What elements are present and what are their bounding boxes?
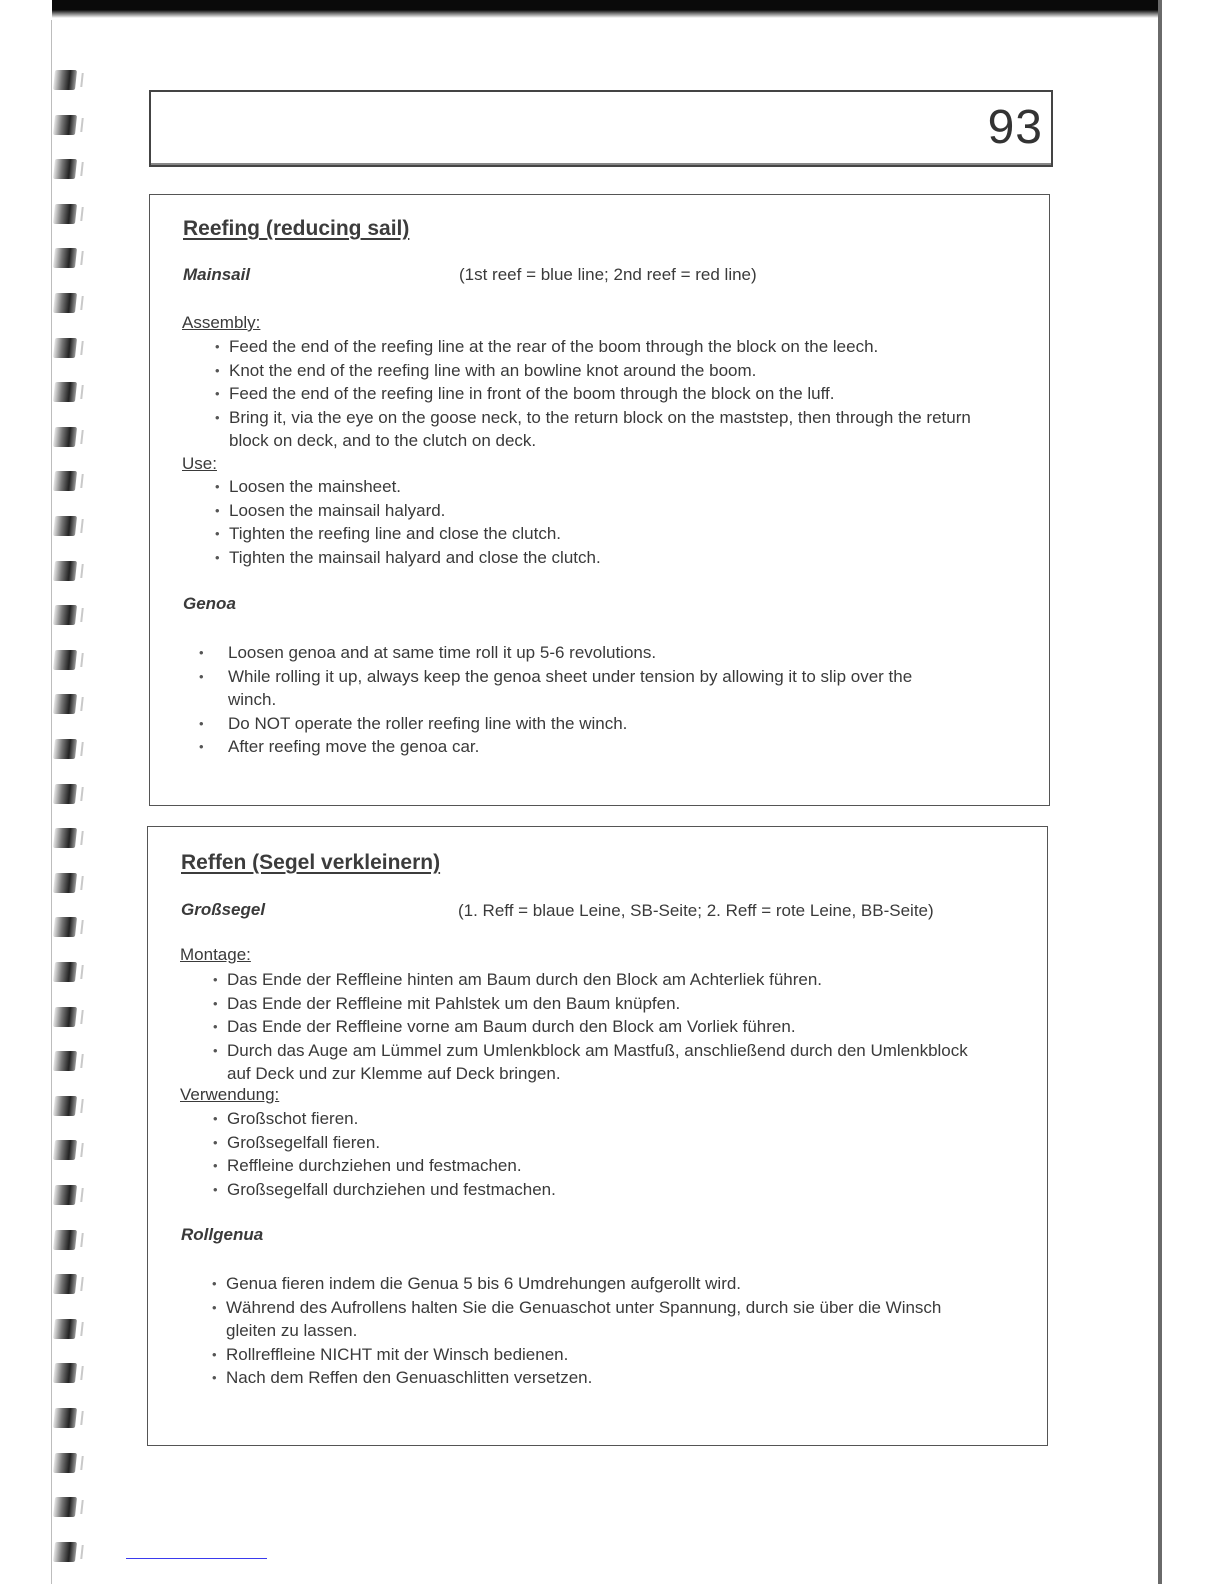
page-number: 93 (987, 101, 1043, 154)
binding-ring (53, 828, 77, 848)
list-item: • Durch das Auge am Lümmel zum Umlenkblock am Mastfuß, anschließend durch den Umlenkblock auf Deck und zur Klemme auf Deck bringen. (213, 1039, 983, 1086)
binding-ring (53, 1319, 77, 1339)
mainsail-heading: Mainsail (183, 265, 251, 284)
mainsail-heading: Großsegel (181, 900, 266, 919)
list-item: • Genua fieren indem die Genua 5 bis 6 Umdrehungen aufgerollt wird. (212, 1272, 952, 1296)
binding-ring (53, 694, 77, 714)
list-item: • After reefing move the genoa car. (198, 735, 928, 759)
binding-ring (53, 1007, 77, 1027)
scan-top-shadow (52, 0, 1162, 18)
use-label: Use: (182, 454, 217, 473)
list-item: • Das Ende der Reffleine hinten am Baum durch den Block am Achterliek führen. (213, 968, 983, 992)
binding-ring (53, 917, 77, 937)
binding-ring (53, 873, 77, 893)
binding-ring (53, 115, 77, 135)
list-item: • Das Ende der Reffleine vorne am Baum durch den Block am Vorliek führen. (213, 1015, 983, 1039)
binding-ring (53, 1274, 77, 1294)
list-item: • Feed the end of the reefing line at the rear of the boom through the block on the leech. (215, 335, 995, 359)
binding-ring (53, 1230, 77, 1250)
binding-ring (53, 338, 77, 358)
binding-ring (53, 650, 77, 670)
assembly-label: Montage: (180, 945, 251, 964)
list-item: • Während des Aufrollens halten Sie die Genuaschot unter Spannung, durch sie über die Winsch gleiten zu lassen. (212, 1296, 952, 1343)
list-item: • Loosen genoa and at same time roll it up 5-6 revolutions. (198, 641, 928, 665)
list-item: • Rollreffleine NICHT mit der Winsch bedienen. (212, 1343, 952, 1367)
page-header-box (149, 90, 1053, 167)
list-item: • Knot the end of the reefing line with an bowline knot around the boom. (215, 359, 995, 383)
binding-ring (53, 962, 77, 982)
binding-ring (53, 561, 77, 581)
binding-ring (53, 248, 77, 268)
list-item: • Das Ende der Reffleine mit Pahlstek um den Baum knüpfen. (213, 992, 983, 1016)
binding-ring (53, 293, 77, 313)
footer-underline (126, 1558, 267, 1559)
binding-ring (53, 70, 77, 90)
list-item: • Großsegelfall fieren. (213, 1131, 983, 1155)
use-list (215, 475, 995, 569)
list-item: • Großsegelfall durchziehen und festmachen. (213, 1178, 983, 1202)
reef-line-note: (1st reef = blue line; 2nd reef = red line) (459, 265, 757, 284)
binding-ring (53, 471, 77, 491)
list-item: • Feed the end of the reefing line in front of the boom through the block on the luff. (215, 382, 995, 406)
list-item: • Nach dem Reffen den Genuaschlitten versetzen. (212, 1366, 952, 1390)
list-item: • Loosen the mainsheet. (215, 475, 995, 499)
binding-ring (53, 159, 77, 179)
binding-ring (53, 1497, 77, 1517)
reef-line-note: (1. Reff = blaue Leine, SB-Seite; 2. Reff = rote Leine, BB-Seite) (458, 901, 934, 920)
assembly-label: Assembly: (182, 313, 261, 332)
genoa-list (212, 1272, 952, 1390)
binding-ring (53, 1363, 77, 1383)
binding-ring (53, 784, 77, 804)
list-item: • Bring it, via the eye on the goose neck, to the return block on the maststep, then through the return block on deck, and to the clutch on deck. (215, 406, 995, 453)
genoa-list (198, 641, 928, 759)
binding-ring (53, 605, 77, 625)
assembly-list (215, 335, 995, 453)
page-left-edge (51, 20, 52, 1584)
binding-ring (53, 1453, 77, 1473)
list-item: • Loosen the mainsail halyard. (215, 499, 995, 523)
binding-ring (53, 1096, 77, 1116)
page-right-edge (1158, 0, 1162, 1584)
spiral-binding (54, 70, 84, 1570)
binding-ring (53, 1051, 77, 1071)
binding-ring (53, 516, 77, 536)
section-title: Reefing (reducing sail) (183, 217, 410, 240)
section-german (147, 826, 1048, 1446)
binding-ring (53, 1542, 77, 1562)
list-item: • Reffleine durchziehen und festmachen. (213, 1154, 983, 1178)
section-english (149, 194, 1050, 806)
list-item: • Do NOT operate the roller reefing line with the winch. (198, 712, 928, 736)
list-item: • Großschot fieren. (213, 1107, 983, 1131)
binding-ring (53, 204, 77, 224)
genoa-heading: Genoa (183, 594, 236, 613)
section-title: Reffen (Segel verkleinern) (181, 851, 441, 874)
list-item: • Tighten the reefing line and close the clutch. (215, 522, 995, 546)
binding-ring (53, 1140, 77, 1160)
binding-ring (53, 382, 77, 402)
genoa-heading: Rollgenua (181, 1225, 264, 1244)
binding-ring (53, 1185, 77, 1205)
binding-ring (53, 739, 77, 759)
binding-ring (53, 1408, 77, 1428)
list-item: • Tighten the mainsail halyard and close the clutch. (215, 546, 995, 570)
assembly-list (213, 968, 983, 1086)
binding-ring (53, 427, 77, 447)
use-label: Verwendung: (180, 1085, 280, 1104)
list-item: • While rolling it up, always keep the genoa sheet under tension by allowing it to slip over the winch. (198, 665, 928, 712)
use-list (213, 1107, 983, 1201)
